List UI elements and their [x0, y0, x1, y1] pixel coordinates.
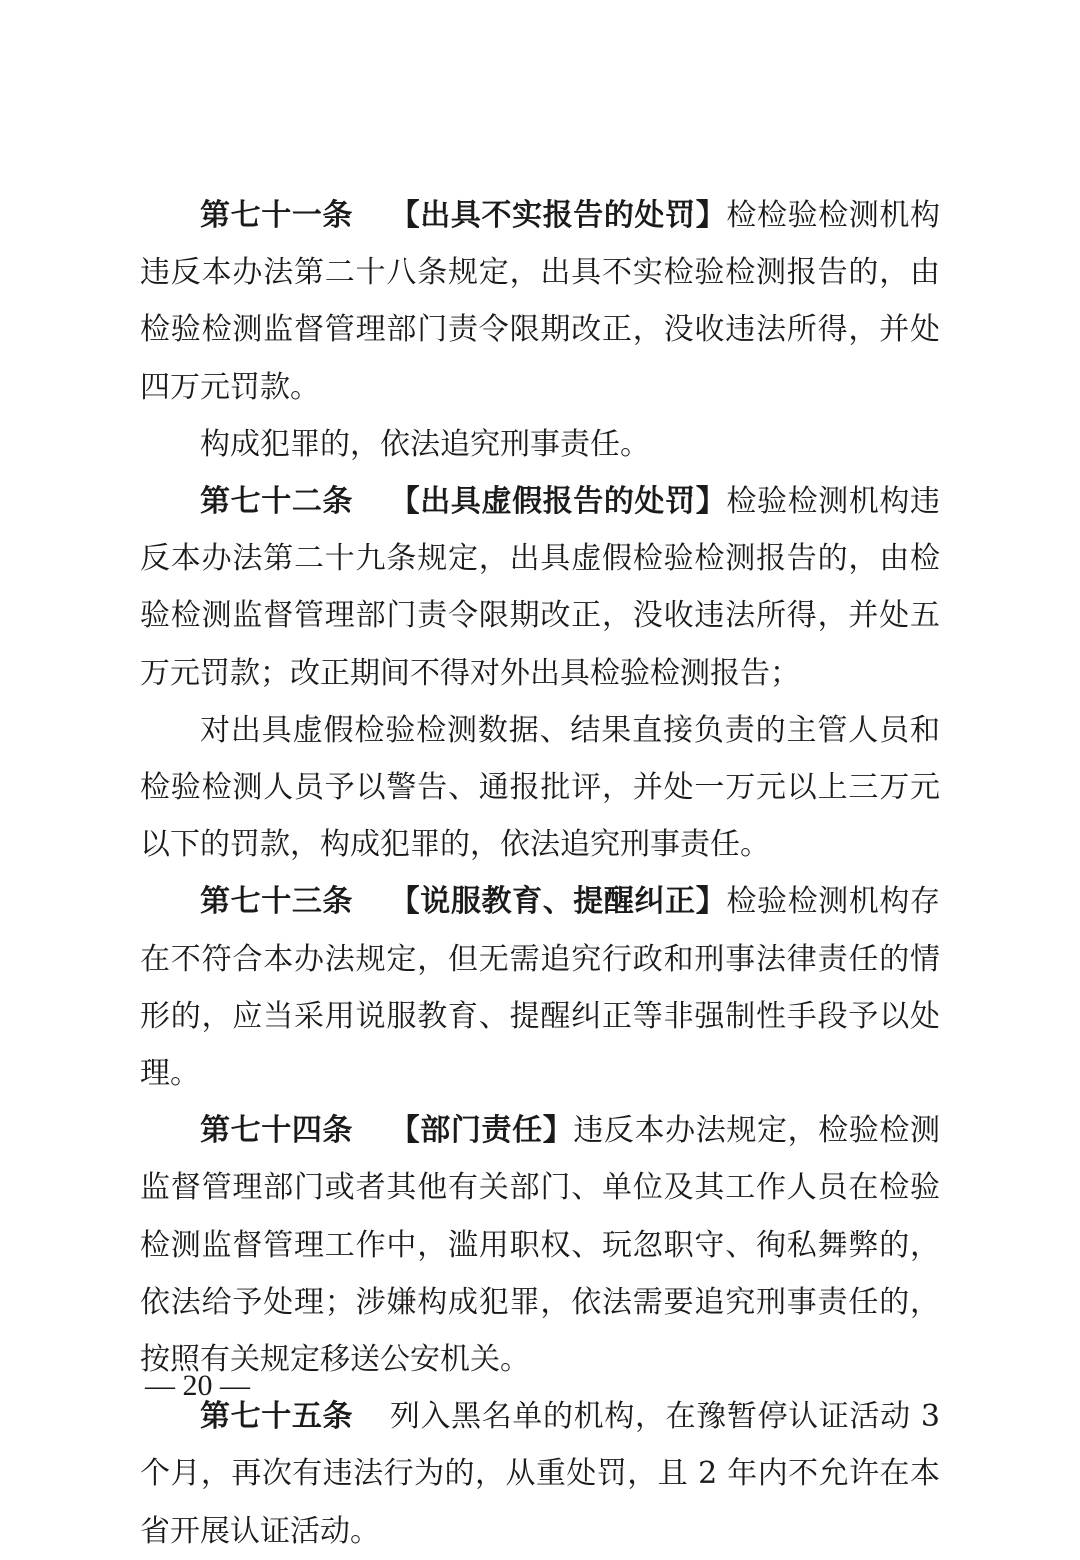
article-71-paragraph-1: [140, 187, 940, 416]
article-71-text-1: 检检验检测机构违反本办法第二十八条规定，出具不实检验检测报告的，由检验检测监督管理部门责令限期改正，没收违法所得，并处四万元罚款。: [140, 198, 941, 405]
article-73-paragraph-1: [140, 873, 940, 1102]
article-74-paragraph-1: [140, 1102, 940, 1388]
page-number: — 20 —: [145, 1369, 250, 1402]
article-73-title: 【说服教育、提醒纠正】: [389, 884, 727, 920]
article-71-number: 第七十一条: [200, 198, 354, 233]
article-75-paragraph-1: [140, 1388, 940, 1560]
article-73-text-1: 检验检测机构存在不符合本办法规定，但无需追究行政和刑事法律责任的情形的，应当采用说服教育、提醒纠正等非强制性手段予以处理。: [140, 884, 941, 1092]
article-72-text-2: 对出具虚假检验检测数据、结果直接负责的主管人员和检验检测人员予以警告、通报批评，并处一万元以上三万元以下的罚款，构成犯罪的，依法追究刑事责任。: [140, 712, 940, 863]
article-74-number: 第七十四条: [200, 1113, 354, 1149]
article-72-paragraph-1: [140, 473, 940, 702]
article-71-paragraph-2: [140, 416, 940, 473]
article-72-title: 【出具虚假报告的处罚】: [389, 484, 727, 520]
article-72-number: 第七十二条: [200, 484, 354, 520]
article-71-text-2: 构成犯罪的，依法追究刑事责任。: [200, 426, 650, 462]
article-74-title: 【部门责任】: [389, 1113, 574, 1149]
article-72-text-1: 检验检测机构违反本办法第二十九条规定，出具虚假检验检测报告的，由检验检测监督管理部门责令限期改正，没收违法所得，并处五万元罚款；改正期间不得对外出具检验检测报告；: [140, 484, 941, 691]
article-73-number: 第七十三条: [200, 884, 354, 920]
article-71-title: 【出具不实报告的处罚】: [389, 198, 727, 233]
article-74-text-1: 违反本办法规定，检验检测监督管理部门或者其他有关部门、单位及其工作人员在检验检测监督管理工作中，滥用职权、玩忽职守、徇私舞弊的，依法给予处理；涉嫌构成犯罪，依法需要追究刑事责任的，按照有关规定移送公安机关。: [140, 1113, 941, 1378]
article-72-paragraph-2: [140, 702, 940, 874]
document-body: [140, 187, 940, 1560]
article-75-number: 第七十五条: [200, 1399, 354, 1435]
article-75-text-1: 列入黑名单的机构，在豫暂停认证活动 3 个月，再次有违法行为的，从重处罚，且 2 年内不允许在本省开展认证活动。: [140, 1399, 940, 1549]
